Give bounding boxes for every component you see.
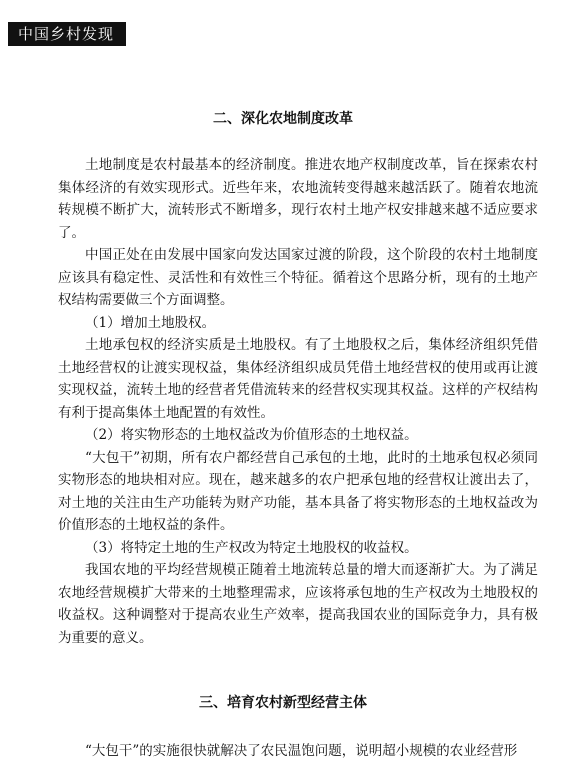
section-3-body bbox=[58, 740, 538, 763]
running-header-badge: 中国乡村发现 bbox=[8, 22, 126, 46]
paragraph: 我国农地的平均经营规模正随着土地流转总量的增大而逐渐扩大。为了满足农地经营规模扩大带来的土地整理需求，应该将承包地的生产权改为土地股权的收益权。这种调整对于提高农业生产效率，提高我国农业的国际竞争力，具有极为重要的意义。 bbox=[58, 562, 538, 646]
paragraph: 土地承包权的经济实质是土地股权。有了土地股权之后，集体经济组织凭借土地经营权的让渡实现权益，集体经济组织成员凭借土地经营权的使用或再让渡实现权益，流转土地的经营者凭借流转来的经营权实现其权益。这样的产权结构有利于提高集体土地配置的有效性。 bbox=[58, 337, 538, 421]
paragraph: “大包干”的实施很快就解决了农民温饱问题，说明超小规模的农业经营形 bbox=[85, 743, 518, 759]
list-item: （2）将实物形态的土地权益改为价值形态的土地权益。 bbox=[85, 427, 418, 443]
section-heading-2: 二、深化农地制度改革 bbox=[213, 111, 353, 127]
list-item: （3）将特定土地的生产权改为特定土地股权的收益权。 bbox=[85, 539, 418, 556]
section-heading-3: 三、培育农村新型经营主体 bbox=[199, 695, 367, 711]
paragraph: 土地制度是农村最基本的经济制度。推进农地产权制度改革，旨在探索农村集体经济的有效实现形式。近些年来，农地流转变得越来越活跃了。随着农地流转规模不断扩大，流转形式不断增多，现行农村土地产权安排越来越不适应要求了。 bbox=[58, 157, 538, 241]
section-2-body bbox=[58, 154, 538, 649]
paragraph: “大包干”初期，所有农户都经营自己承包的土地，此时的土地承包权必须同实物形态的地块相对应。现在，越来越多的农户把承包地的经营权让渡出去了，对土地的关注由生产功能转为财产功能，基本具备了将实物形态的土地权益改为价值形态的土地权益的条件。 bbox=[58, 449, 538, 533]
list-item: （1）增加土地股权。 bbox=[85, 314, 216, 331]
paragraph: 中国正处在由发展中国家向发达国家过渡的阶段，这个阶段的农村土地制度应该具有稳定性、灵活性和有效性三个特征。循着这个思路分析，现有的土地产权结构需要做三个方面调整。 bbox=[58, 247, 538, 308]
